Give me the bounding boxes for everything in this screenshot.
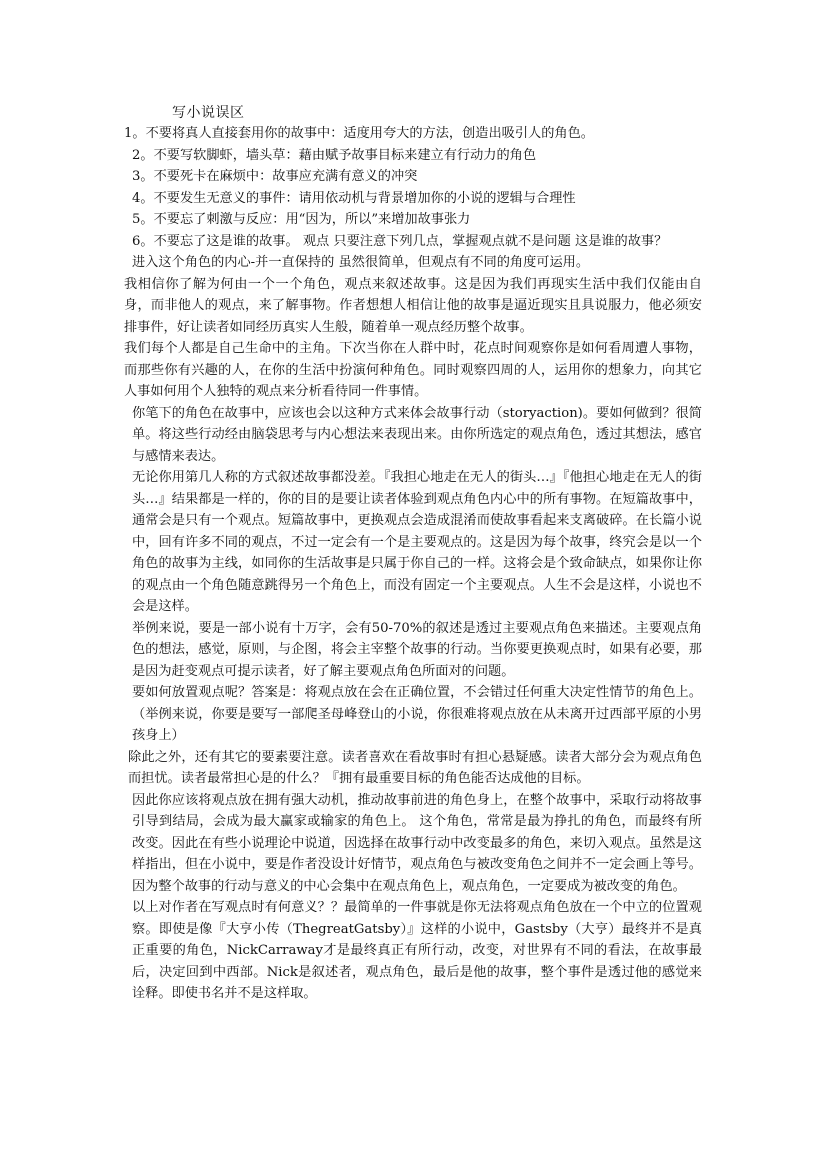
rule-item: 6。不要忘了这是谁的故事。 观点 只要注意下列几点，掌握观点就不是问题 这是谁的故事？ (132, 233, 668, 249)
body-paragraph: 举例来说，要是一部小说有十万字，会有50-70%的叙述是透过主要观点角色来描述。主要观点角色的想法，感觉，原则，与企图，将会主宰整个故事的行动。当你要更换观点时，如果有必要，那是因为赶变观点可提示读者，好了解主要观点角色所面对的问题。 (132, 620, 702, 679)
rule-item: 5。不要忘了刺激与反应：用“因为，所以”来增加故事张力 (132, 212, 471, 227)
body-paragraph: 除此之外，还有其它的要素要注意。读者喜欢在看故事时有担心悬疑感。读者大部分会为观点角色而担忧。读者最常担心是的什么？『拥有最重要目标的角色能否达成他的目标。 (128, 749, 702, 786)
document-title: 写小说误区 (172, 105, 245, 121)
body-paragraph: 你笔下的角色在故事中，应该也会以这种方式来体会故事行动（storyaction)。要如何做到？很简单。将这些行动经由脑袋思考与内心想法来表现出来。由你所选定的观点角色，透过其想法，感官与感情来表达。 (132, 405, 702, 464)
rule-item: 1。不要将真人直接套用你的故事中：适度用夸大的方法，创造出吸引人的角色。 (124, 126, 594, 141)
rule-item: 2。不要写软脚虾，墙头草：藉由赋予故事目标来建立有行动力的角色 (132, 147, 537, 163)
body-paragraph: 我们每个人都是自己生命中的主角。下次当你在人群中时，花点时间观察你是如何看周遭人事物，而那些你有兴趣的人，在你的生活中扮演何种角色。同时观察四周的人，运用你的想象力，向其它人事如何用个人独特的观点来分析看待同一件事情。 (124, 341, 702, 399)
body-paragraph: 以上对作者在写观点时有何意义？？最简单的一件事就是你无法将观点角色放在一个中立的位置观察。即使是像『大亨小传（ThegreatGatsby）』这样的小说中，Gastsby（大亨）最终并不是真正重要的角色，NickCarraway才是最终真正有所行动，改变，对世界有不同的看法，在故事最后，决定回到中西部。Nick是叙述者，观点角色，最后是他的故事，整个事件是透过他的感觉来诠释。即使书名并不是这样取。 (132, 900, 702, 1001)
body-paragraph: 进入这个角色的内心-并一直保持的 虽然很简单，但观点有不同的角度可运用。 (132, 255, 590, 270)
body-paragraph: 因此你应该将观点放在拥有强大动机，推动故事前进的角色身上，在整个故事中，采取行动将故事引导到结局，会成为最大赢家或输家的角色上。 这个角色，常常是最为挣扎的角色，而最终有所改变。因此在有些小说理论中说道，因选择在故事行动中改变最多的角色，来切入观点。虽然是这样指出，但在小说中，要是作者没设计好情节，观点角色与被改变角色之间并不一定会画上等号。因为整个故事的行动与意义的中心会集中在观点角色上，观点角色，一定要成为被改变的角色。 (132, 792, 702, 894)
rule-item: 3。不要死卡在麻烦中：故事应充满有意义的冲突 (132, 169, 418, 184)
rule-item: 4。不要发生无意义的事件：请用依动机与背景增加你的小说的逻辑与合理性 (132, 190, 576, 206)
document-body (124, 123, 702, 1005)
body-paragraph: 要如何放置观点呢？答案是：将观点放在会在正确位置，不会错过任何重大决定性情节的角色上。（举例来说，你要是要写一部爬圣母峰登山的小说，你很难将观点放在从未离开过西部平原的小男孩身上） (132, 685, 702, 743)
body-paragraph: 我相信你了解为何由一个一个角色，观点来叙述故事。这是因为我们再现实生活中我们仅能由自身，而非他人的观点，来了解事物。作者想想人相信让他的故事是逼近现实且具说服力，他必须安排事件，好让读者如同经历真实人生般，随着单一观点经历整个故事。 (124, 276, 702, 335)
body-paragraph: 无论你用第几人称的方式叙述故事都没差。『我担心地走在无人的街头…』『他担心地走在无人的街头…』结果都是一样的，你的目的是要让读者体验到观点角色内心中的所有事物。在短篇故事中，通常会是只有一个观点。短篇故事中，更换观点会造成混淆而使故事看起来支离破碎。在长篇小说中，回有许多不同的观点，不过一定会有一个是主要观点的。这是因为每个故事，终究会是以一个角色的故事为主线，如同你的生活故事是只属于你自己的一样。这将会是个致命缺点，如果你让你的观点由一个角色随意跳得另一个角色上，而没有固定一个主要观点。人生不会是这样，小说也不会是这样。 (132, 470, 702, 614)
